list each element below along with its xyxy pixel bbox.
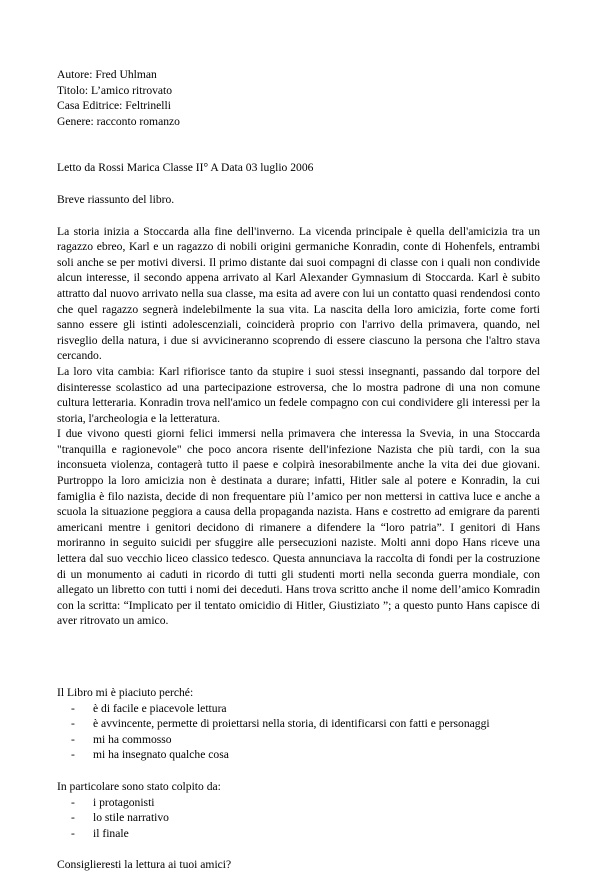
document-page [57,67,540,873]
spacer [57,176,540,192]
question-line: Consiglieresti la lettura ai tuoi amici? [57,858,232,872]
spacer [57,208,540,224]
summary-paragraph-1: La storia inizia a Stoccarda alla fine dell'inverno. La vicenda principale è quella dell'amicizia tra un ragazzo ebreo, Karl e un ragazzo di nobili origini germaniche Konradin, conte di Hohenfels, entrambi soli anche se per motivi diversi. Il primo distante dai suoi compagni di classe con i quali non condivide alcun interesse, il secondo appena arrivato al Karl Alexander Gymnasium di Stoccarda. Karl è subito attratto dal nuovo arrivato nella sua classe, ma esita ad avere con lui un contatto quasi rendendosi conto che quel ragazzo segnerà indelebilmente la sua vita. La nascita della loro amicizia, forte come forti sanno essere gli istinti adolescenziali, coinciderà proprio con l'arrivo della primavera, quando, nel risveglio della natura, i due si avvicineranno scoprendo di essere ciascuno la persona che l'altro stava cercando. [57,224,540,363]
struck-heading: In particolare sono stato colpito da: [57,779,221,793]
title-line: Titolo: L’amico ritrovato [57,83,173,97]
list-item: - è avvincente, permette di proiettarsi nella storia, di identificarsi con fatti e personaggi [71,717,490,731]
struck-list [57,795,540,842]
list-item: - lo stile narrativo [71,811,169,825]
summary-paragraph-2: La loro vita cambia: Karl rifiorisce tanto da stupire i suoi stessi insegnanti, passando dal torpore del disinteresse scolastico ad una partecipazione estroversa, che lo mostra padrone di una non comune cultura letteraria. Konradin trova nell'amico un fedele compagno con cui condividere gli interessi per la storia, l'archeologia e la letteratura. [57,364,540,425]
genre-line: Genere: racconto romanzo [57,114,180,128]
bullet-dash: - [71,795,75,809]
author-line: Autore: Fred Uhlman [57,68,157,81]
list-item: - il finale [71,826,129,840]
bullet-dash: - [71,826,75,840]
spacer [57,629,540,685]
liked-heading: Il Libro mi è piaciuto perché: [57,686,194,699]
list-item: - mi ha commosso [71,732,172,746]
bullet-dash: - [71,701,75,715]
publisher-line: Casa Editrice: Feltrinelli [57,99,171,113]
summary-heading: Breve riassunto del libro. [57,192,175,206]
bullet-dash: - [71,811,75,825]
bullet-dash: - [71,748,75,762]
spacer [57,841,540,857]
list-item: - è di facile e piacevole lettura [71,701,227,715]
summary-paragraph-3: I due vivono questi giorni felici immersi nella primavera che interessa la Svevia, in una Stoccarda "tranquilla e ragionevole" che poco ancora risente dell'infezione Nazista che più tardi, con la sua inconsueta violenza, contagerà tutto il paese e colpirà inesorabilmente anche la vita dei due giovani. Purtroppo la loro amicizia non è destinata a durare; infatti, Hitler sale al potere e Konradin, la cui famiglia è filo nazista, decide di non frequentare più l’amico per non mettersi in cattiva luce e anche a scuola la situazione peggiora a causa della propaganda nazista. Hans e costretto ad emigrare da parenti americani mentre i genitori decidono di rimanere a difendere la “loro patria”. I genitori di Hans moriranno in seguito suicidi per sfuggire alle persecuzioni naziste. Molti anni dopo Hans riceve una lettera dal suo vecchio liceo classico tedesco. Questa annunciava la raccolta di fondi per la costruzione di un monumento ai caduti in ricordo di tutti gli studenti morti nella seconda guerra mondiale, con allegato un libretto con tutti i nomi dei deceduti. Hans trova scritto anche il nome dell’amico Komradin con la scritta: “Implicato per il tentato omicidio di Hitler, Giustiziato ”; a questo punto Hans capisce di aver ritrovato un amico. [57,427,540,628]
spacer [57,129,540,160]
reader-line: Letto da Rossi Marica Classe II° A Data 03 luglio 2006 [57,161,314,175]
list-item: - i protagonisti [71,795,155,809]
bullet-dash: - [71,732,75,746]
spacer [57,763,540,779]
liked-list [57,701,540,763]
list-item: - mi ha insegnato qualche cosa [71,748,229,762]
bullet-dash: - [71,717,75,731]
